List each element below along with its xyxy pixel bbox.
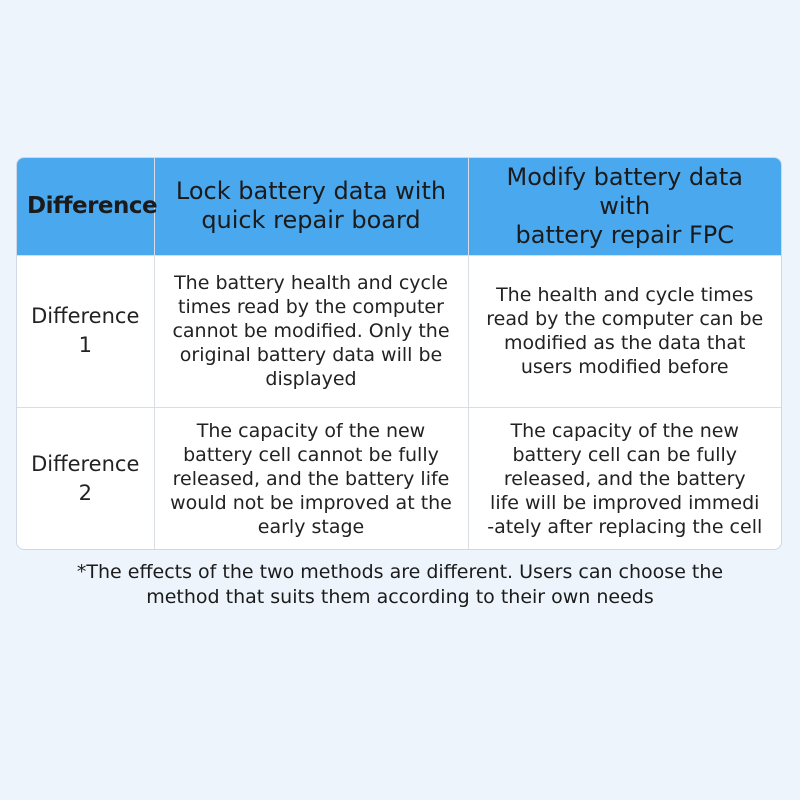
table-row — [17, 407, 781, 550]
comparison-table — [16, 157, 782, 550]
cell-difference-2-quick-repair: The capacity of the new battery cell cannot be fully released, and the battery life would not be improved at the early stage — [154, 407, 468, 550]
row-label-difference-2: Difference 2 — [17, 407, 154, 550]
table-row — [17, 255, 781, 407]
cell-difference-1-repair-fpc: The health and cycle times read by the computer can be modified as the data that users modified before — [468, 255, 781, 407]
cell-difference-2-repair-fpc: The capacity of the new battery cell can be fully released, and the battery life will be improved immedi -ately after replacing the cell — [468, 407, 781, 550]
comparison-table-grid — [17, 158, 781, 550]
cell-difference-1-quick-repair: The battery health and cycle times read by the computer cannot be modified. Only the original battery data will be displayed — [154, 255, 468, 407]
header-quick-repair-board: Lock battery data with quick repair board — [154, 158, 468, 255]
row-label-difference-1: Difference 1 — [17, 255, 154, 407]
footnote: *The effects of the two methods are different. Users can choose the method that suits them according to their own needs — [76, 561, 724, 608]
table-header-row — [17, 158, 781, 255]
header-battery-repair-fpc: Modify battery data with battery repair FPC — [468, 158, 781, 255]
header-difference: Difference — [17, 158, 154, 255]
